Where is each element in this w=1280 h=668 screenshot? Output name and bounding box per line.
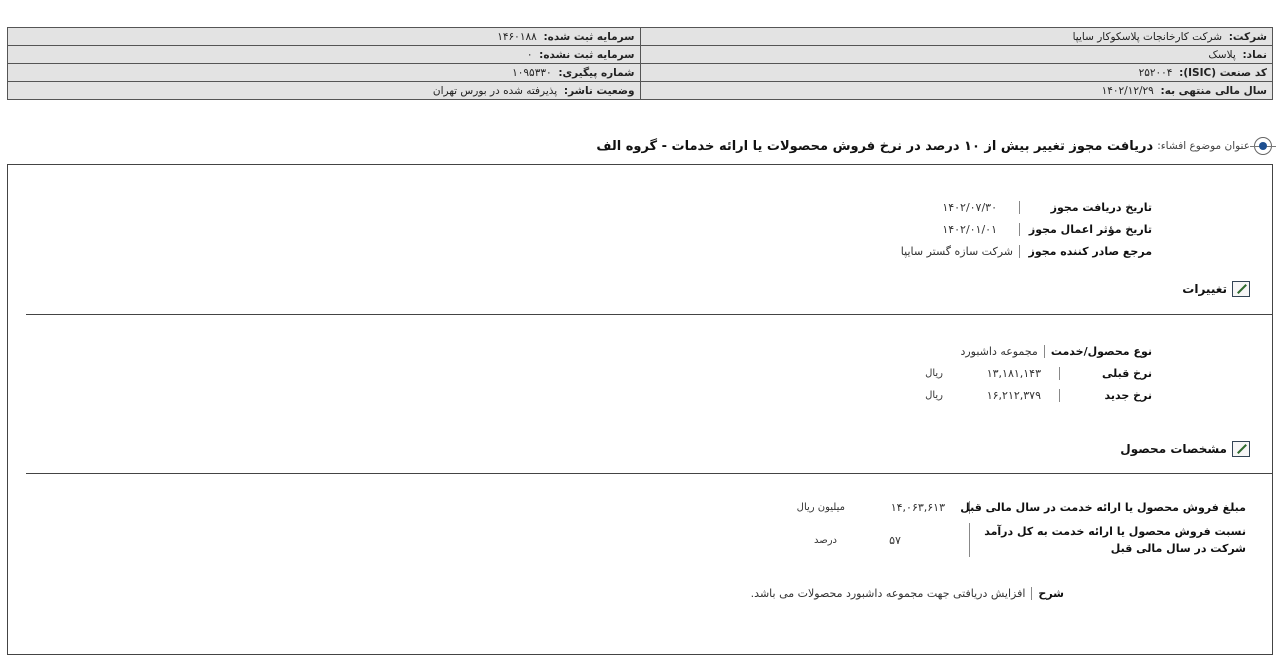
ratio-label-line2: شرکت در سال مالی قبل	[1110, 542, 1246, 555]
old-rate-value: ۱۳,۱۸۱,۱۴۳	[986, 367, 1041, 380]
ratio-value: ۵۷	[889, 533, 901, 547]
old-rate-unit: ریال	[925, 368, 943, 379]
divider	[26, 473, 1272, 474]
changes-heading	[1182, 281, 1250, 297]
info-row	[8, 28, 1273, 46]
disclosure-subject	[300, 135, 1272, 157]
publisher-status-cell: وضعیت ناشر: پذیرفته شده در بورس تهران	[8, 82, 641, 100]
sales-row	[797, 501, 1246, 514]
ratio-label-line1: نسبت فروش محصول یا ارائه خدمت به کل درآمد	[984, 525, 1246, 538]
new-rate-label: نرخ جدید	[1059, 389, 1152, 402]
issuer-label: مرجع صادر کننده مجوز	[1019, 245, 1152, 258]
product-type-label: نوع محصول/خدمت	[1044, 345, 1152, 358]
issuer-row	[901, 245, 1152, 258]
disclosure-panel	[7, 164, 1273, 655]
ratio-row	[814, 523, 1246, 557]
product-specs-heading-text: مشخصات محصول	[1120, 442, 1227, 456]
sales-unit: میلیون ریال	[796, 502, 845, 513]
registered-capital-cell: سرمایه ثبت شده: ۱۴۶۰۱۸۸	[8, 28, 641, 46]
old-rate-label: نرخ قبلی	[1059, 367, 1152, 380]
description-row	[751, 587, 1064, 600]
product-specs-heading	[1120, 441, 1250, 457]
issuer-value: شرکت سازه گستر سایپا	[900, 245, 1013, 258]
isic-cell: کد صنعت (ISIC): ۲۵۲۰۰۴	[640, 64, 1273, 82]
old-rate-row	[925, 367, 1152, 380]
subject-title: دریافت مجوز تغییر بیش از ۱۰ درصد در نرخ فروش محصولات یا ارائه خدمات - گروه الف	[596, 138, 1154, 154]
edit-icon	[1232, 441, 1250, 457]
received-date-label: تاریخ دریافت مجوز	[1019, 201, 1152, 214]
edit-icon	[1232, 281, 1250, 297]
ratio-unit: درصد	[813, 534, 837, 546]
new-rate-row	[925, 389, 1152, 402]
new-rate-value: ۱۶,۲۱۲,۳۷۹	[986, 389, 1041, 402]
tracking-number-cell: شماره پیگیری: ۱۰۹۵۳۳۰	[8, 64, 641, 82]
sales-label: مبلغ فروش محصول یا ارائه خدمت در سال مالی قبل	[960, 501, 1246, 514]
info-row	[8, 82, 1273, 100]
symbol-cell: نماد: پلاسک	[640, 46, 1273, 64]
company-cell: شرکت: شرکت کارخانجات پلاسکوکار سایپا	[640, 28, 1273, 46]
fiscal-year-cell: سال مالی منتهی به: ۱۴۰۲/۱۲/۲۹	[640, 82, 1273, 100]
subject-label: عنوان موضوع افشاء:	[1157, 140, 1250, 152]
changes-heading-text: تغییرات	[1182, 282, 1227, 296]
received-date-row	[942, 201, 1152, 214]
product-type-row	[960, 345, 1152, 358]
effective-date-row	[942, 223, 1152, 236]
divider	[26, 314, 1272, 315]
company-info-table	[7, 27, 1273, 100]
description-label: شرح	[1031, 587, 1064, 600]
description-value: افزایش دریافتی جهت مجموعه داشبورد محصولات می باشد.	[750, 587, 1026, 600]
product-type-value: مجموعه داشبورد	[960, 345, 1038, 358]
info-row	[8, 46, 1273, 64]
effective-date-value: ۱۴۰۲/۰۱/۰۱	[942, 223, 997, 236]
sales-value: ۱۴,۰۶۳,۶۱۳	[890, 501, 945, 514]
received-date-value: ۱۴۰۲/۰۷/۳۰	[942, 201, 997, 214]
bullet-icon	[1254, 137, 1272, 155]
unregistered-capital-cell: سرمایه ثبت نشده: ۰	[8, 46, 641, 64]
new-rate-unit: ریال	[925, 390, 943, 401]
ratio-label	[969, 523, 1246, 557]
effective-date-label: تاریخ مؤثر اعمال مجوز	[1019, 223, 1152, 236]
info-row	[8, 64, 1273, 82]
